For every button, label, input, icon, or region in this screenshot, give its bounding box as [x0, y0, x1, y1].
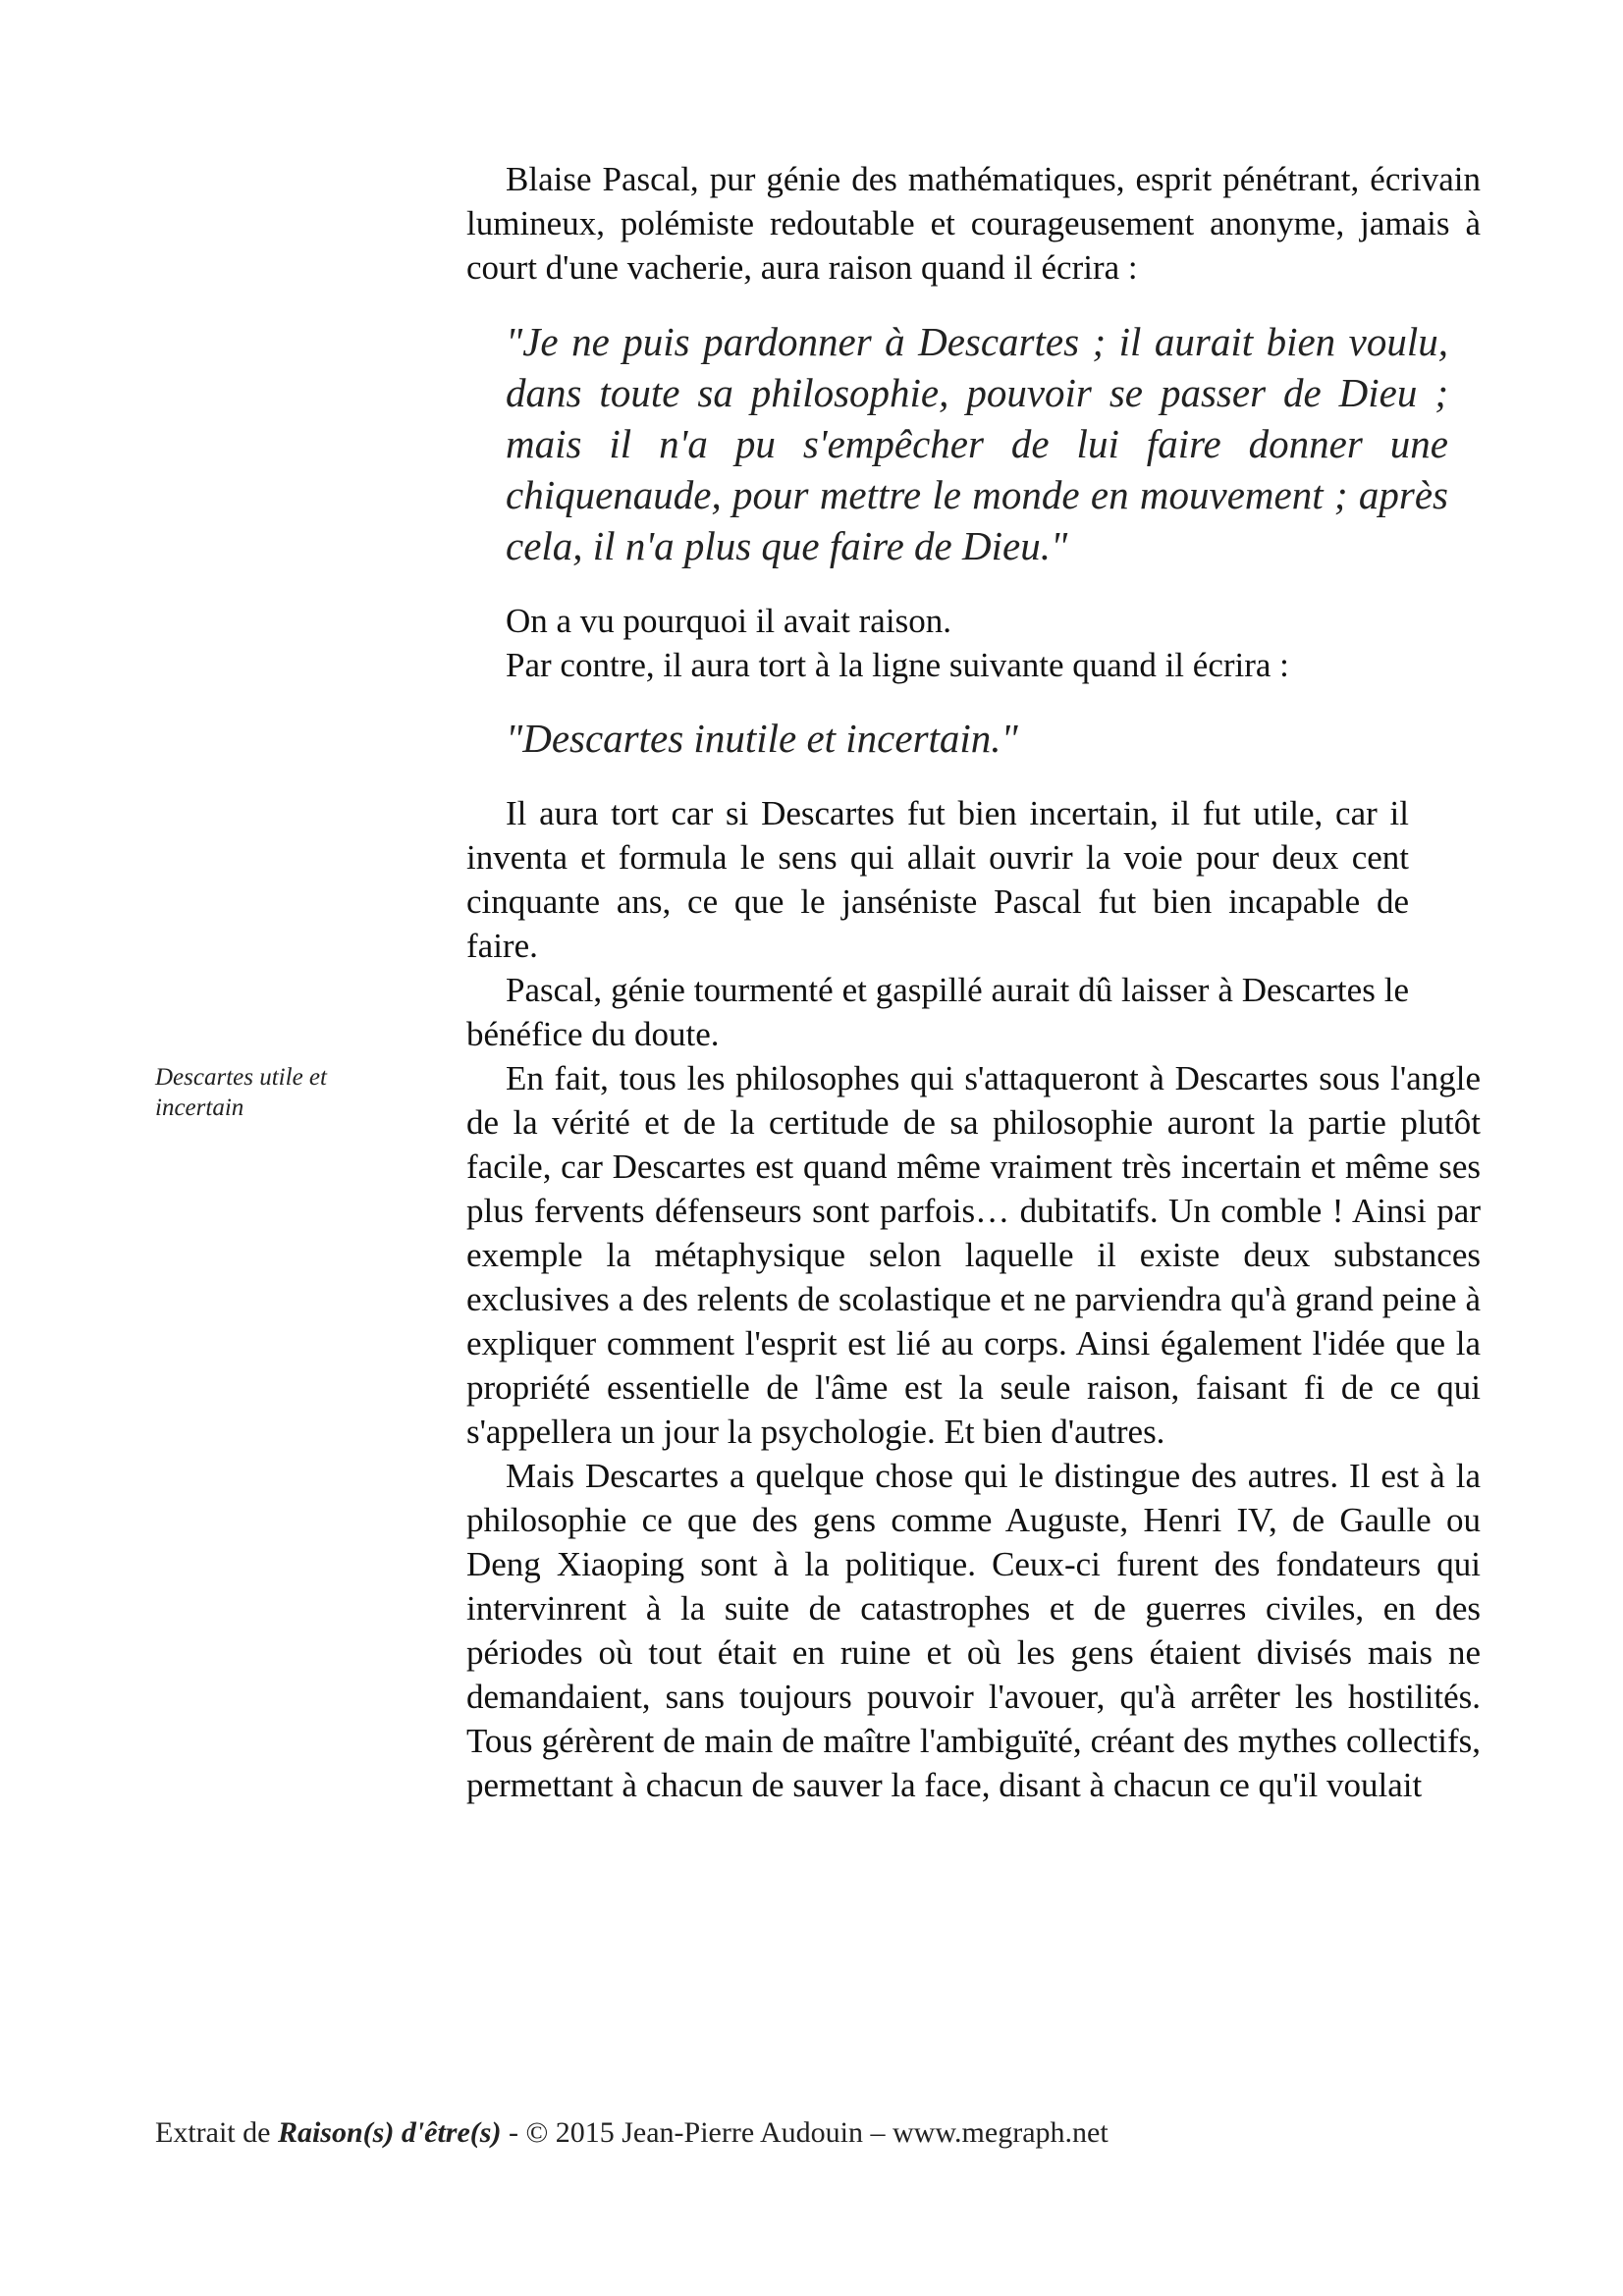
- pascal-quote: "Je ne puis pardonner à Descartes ; il aurait bien voulu, dans toute sa philosophie, pouvoir se passer de Dieu ; mais il n'a pu s'empêcher de lui faire donner une chiquenaude, pour mettre le monde en mouvement ; après cela, il n'a plus que faire de Dieu.": [506, 319, 1448, 568]
- reason-line-1: On a vu pourquoi il avait raison.: [506, 602, 951, 640]
- intro-paragraph: Blaise Pascal, pur génie des mathématiques, esprit pénétrant, écrivain lumineux, polémiste redoutable et courageusement anonyme, jamais à court d'une vacherie, aura raison quand il écrira :: [466, 160, 1481, 287]
- footer-credit: - © 2015 Jean-Pierre Audouin – www.megraph.net: [508, 2116, 1109, 2149]
- main-text-column: [466, 157, 1481, 1807]
- margin-note: Descartes utile et incertain: [155, 1064, 327, 1121]
- short-quote: "Descartes inutile et incertain.": [506, 716, 1018, 761]
- footer: [155, 2115, 1109, 2151]
- footer-prefix: Extrait de: [155, 2116, 271, 2149]
- footer-book-title: Raison(s) d'être(s): [277, 2116, 502, 2149]
- paragraph-4: Mais Descartes a quelque chose qui le distingue des autres. Il est à la philosophie ce que des gens comme Auguste, Henri IV, de Gaulle ou Deng Xiaoping sont à la politique. Ceux-ci furent des fondateurs qui intervinrent à la suite de catastrophes et de guerres civiles, en des périodes où tout était en ruine et où les gens étaient divisés mais ne demandaient, sans toujours pouvoir l'avouer, qu'à arrêter les hostilités. Tous gérèrent de main de maître l'ambiguïté, créant des mythes collectifs, permettant à chacun de sauver la face, disant à chacun ce qu'il voulait: [466, 1457, 1481, 1804]
- reason-line-2: Par contre, il aura tort à la ligne suivante quand il écrira :: [506, 646, 1289, 684]
- paragraph-2: Pascal, génie tourmenté et gaspillé aurait dû laisser à Descartes le bénéfice du doute.: [466, 971, 1409, 1053]
- narrow-paragraphs: [466, 791, 1409, 1056]
- paragraph-1: Il aura tort car si Descartes fut bien incertain, il fut utile, car il inventa et formula le sens qui allait ouvrir la voie pour deux cent cinquante ans, ce que le janséniste Pascal fut bien incapable de faire.: [466, 794, 1409, 965]
- paragraph-3: En fait, tous les philosophes qui s'attaqueront à Descartes sous l'angle de la vérité et de la certitude de sa philosophie auront la partie plutôt facile, car Descartes est quand même vraiment très incertain et même ses plus fervents défenseurs sont parfois… dubitatifs. Un comble ! Ainsi par exemple la métaphysique selon laquelle il existe deux substances exclusives a des relents de scolastique et ne parviendra qu'à grand peine à expliquer comment l'esprit est lié au corps. Ainsi également l'idée que la propriété essentielle de l'âme est la seule raison, faisant fi de ce qui s'appellera un jour la psychologie. Et bien d'autres.: [466, 1059, 1481, 1451]
